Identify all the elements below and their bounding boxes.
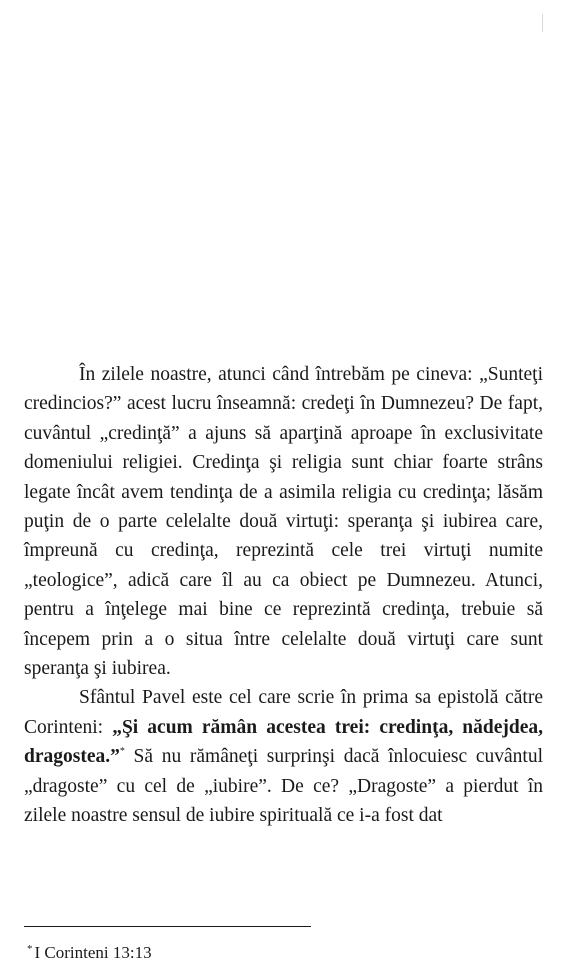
paragraph-1: În zilele noastre, atunci când întrebăm pe cineva: „Sunteţi credincios?” acest lucru înseamnă: credeţi în Dumnezeu? De fapt, cuvântul „credinţă” a ajuns să aparţină aproape în exclusivitate domeniului religiei. Credinţa şi religia sunt chiar foarte strâns legate încât avem tendinţa de a asimila religia cu credinţa; lăsăm puţin de o parte celelalte două virtuţi: speranţa şi iubirea care, împreună cu credinţa, reprezintă cele trei virtuţi numite „teologice”, adică care îl au ca obiect pe Dumnezeu. Atunci, pentru a înţelege mai bine ce reprezintă credinţa, trebuie să începem prin a o situa între celelalte două virtuţi care sunt speranţa şi iubirea. — [24, 364, 543, 680]
paragraph-2-intro: Sfântul Pavel este cel care scrie în prima sa epistolă către Corinteni: — [24, 687, 543, 738]
footnote-separator — [24, 926, 311, 927]
footnote-marker: * — [27, 943, 33, 955]
paragraph-2-continuation: Să nu rămâneţi surprinşi dacă înlocuiesc cuvântul „dragoste” cu cel de „iubire”. De ce? „Dragoste” a pierdut în zilele noastre sensul de iubire spirituală ce i-a fost dat — [24, 746, 543, 827]
body-text — [24, 360, 543, 831]
paragraph-2 — [24, 683, 543, 830]
bible-quote: „Şi acum rămân acestea trei: credinţa, nădejdea, dragostea.” — [24, 716, 544, 768]
footnote-text: I Corinteni 13:13 — [34, 943, 152, 962]
footnote — [27, 942, 152, 964]
footnote-reference: * — [119, 746, 125, 758]
page-edge-mark — [542, 14, 543, 32]
